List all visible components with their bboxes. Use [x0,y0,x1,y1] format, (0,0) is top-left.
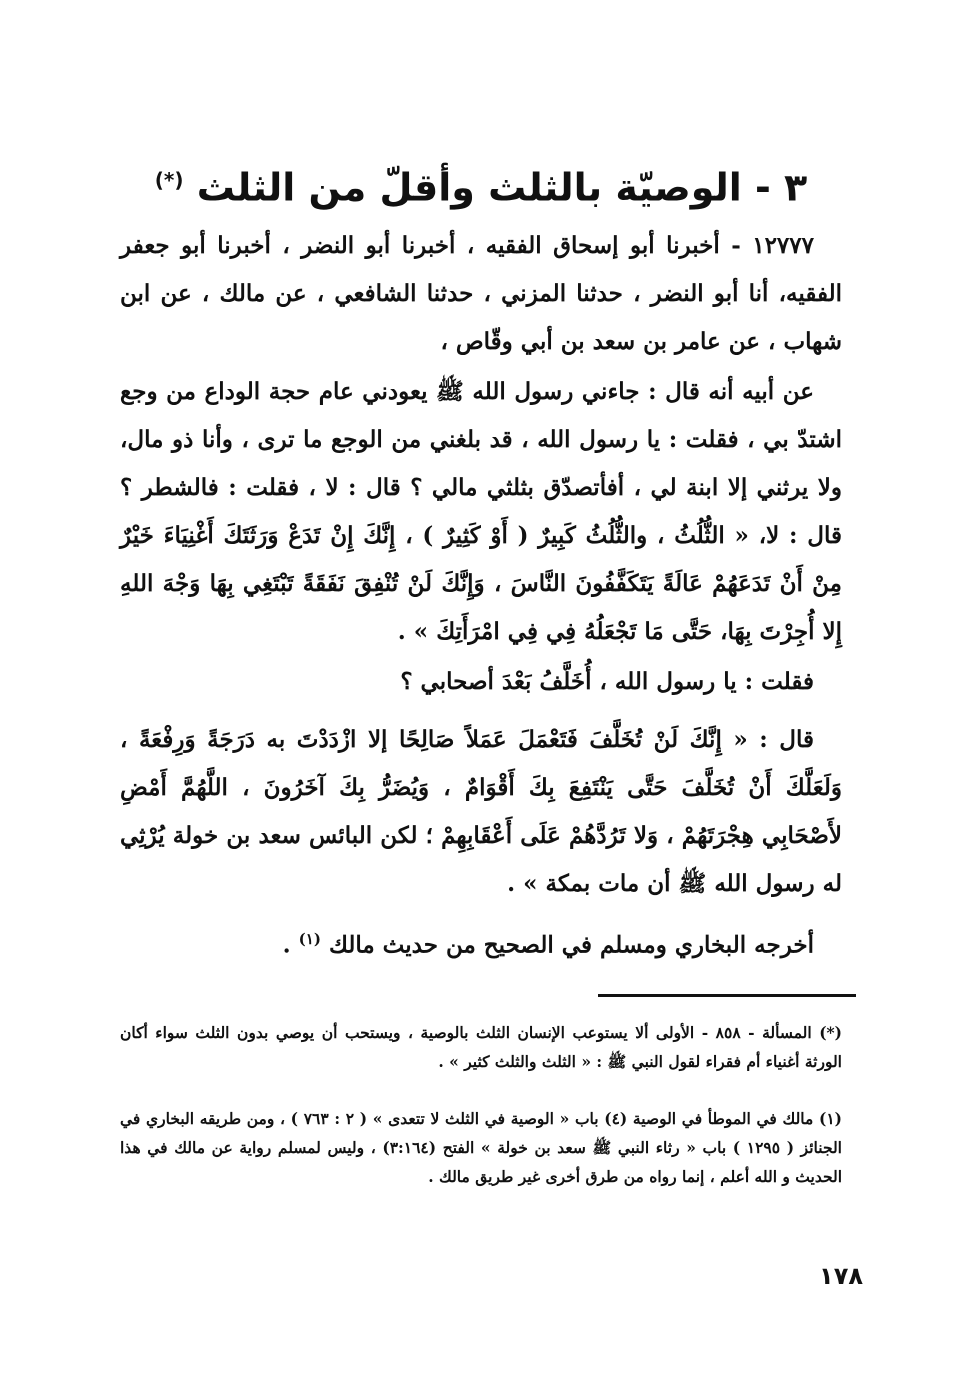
footnote-star-block [120,1018,842,1076]
page-number: ١٧٨ [819,1262,863,1290]
isnad-block [120,222,842,366]
answer-block [120,716,842,908]
question-block [120,658,842,706]
title-footnote-marker: (*) [154,168,184,192]
takhrij-text: أخرجه البخاري ومسلم في الصحيح من حديث مالك [328,931,814,959]
footnote-one: (١) مالك في الموطأ في الوصية (٤) باب « الوصية في الثلث لا تتعدى » ( ٢ : ٧٦٣ ) ، ومن طريقه البخاري في الجنائز ( ١٢٩٥ ) باب « رثاء النبي ﷺ سعد بن خولة » الفتح (٣:١٦٤) ، وليس لمسلم رواية عن مالك في هذا الحديث و الله أعلم ، إنما رواه من طرق أخرى غير طريق مالك . [120,1109,842,1186]
answer-paragraph: قال : « إِنَّكَ لَنْ تُخَلَّفَ فَتَعْمَلَ عَمَلاً صَالِحًا إلا ازْدَدْتَ به دَرَجَةً وَرِفْعَةً ، وَلَعَلَّكَ أَنْ تُخَلَّفَ حَتَّى يَنْتَفِعَ بِكَ أَقْوَامٌ ، وَيُضَرُّ بِكَ آخَرُونَ ، اللَّهُمَّ أَمْضِ لأَصْحَابِي هِجْرَتَهُمْ ، وَلا تَرُدَّهُمْ عَلَى أَعْقَابِهِمْ ؛ لكن البائس سعد بن خولة يُرْثِي له رسول الله ﷺ أن مات بمكة » . [120,726,842,897]
takhrij-footnote-ref: (١) [298,930,321,948]
takhrij-paragraph [120,915,842,970]
matn-paragraph: عن أبيه أنه قال : جاءني رسول الله ﷺ يعودني عام حجة الوداع من وجع اشتدّ بي ، فقلت : يا رسول الله ، قد بلغني من الوجع ما ترى ، وأنا ذو مال، ولا يرثني إلا ابنة لي ، أفأتصدّق بثلثي مالي ؟ قال : لا ، فقلت : فالشطر ؟ قال : لا، « الثُّلُثُ ، والثُّلُثُ كَبِيرٌ ( أَوْ كَثِيرٌ ) ، إِنَّكَ إِنْ تَدَعْ وَرَثَتَكَ أَغْنِيَاءَ خَيْرٌ مِنْ أَنْ تَدَعَهُمْ عَالَةً يَتَكَفَّفُونَ النَّاسَ ، وَإِنَّكَ لَنْ تُنْفِقَ نَفَقَةً تَبْتَغِي بِهَا وَجْهَ اللهِ إِلا أُجِرْتَ بِهَا، حَتَّى مَا تَجْعَلُهُ فِي فِي امْرَأَتِكَ » . [120,378,842,645]
footnote-one-block [120,1104,842,1191]
footnote-separator [598,994,856,997]
footnote-star: (*) المسألة - ٨٥٨ - الأولى ألا يستوعب الإنسان الثلث بالوصية ، ويستحب أن يوصي بدون الثلث سواء أكان الورثة أغنياء أم فقراء لقول النبي ﷺ : « الثلث والثلث كثير » . [120,1023,842,1071]
takhrij-end: . [282,931,291,959]
chapter-title [120,145,842,223]
chapter-title-text: ٣ - الوصيّة بالثلث وأقلّ من الثلث [196,165,808,210]
takhrij-block [120,915,842,970]
matn-block [120,368,842,656]
question-paragraph: فقلت : يا رسول الله ، أُخَلَّفُ بَعْدَ أصحابي ؟ [400,668,814,695]
isnad-paragraph: ١٢٧٧٧ - أخبرنا أبو إسحاق الفقيه ، أخبرنا أبو النضر ، أخبرنا أبو جعفر الفقيه، أنا أبو النضر ، حدثنا المزني ، حدثنا الشافعي ، عن مالك ، عن ابن شهاب ، عن عامر بن سعد بن أبي وقّاص ، [120,232,842,355]
